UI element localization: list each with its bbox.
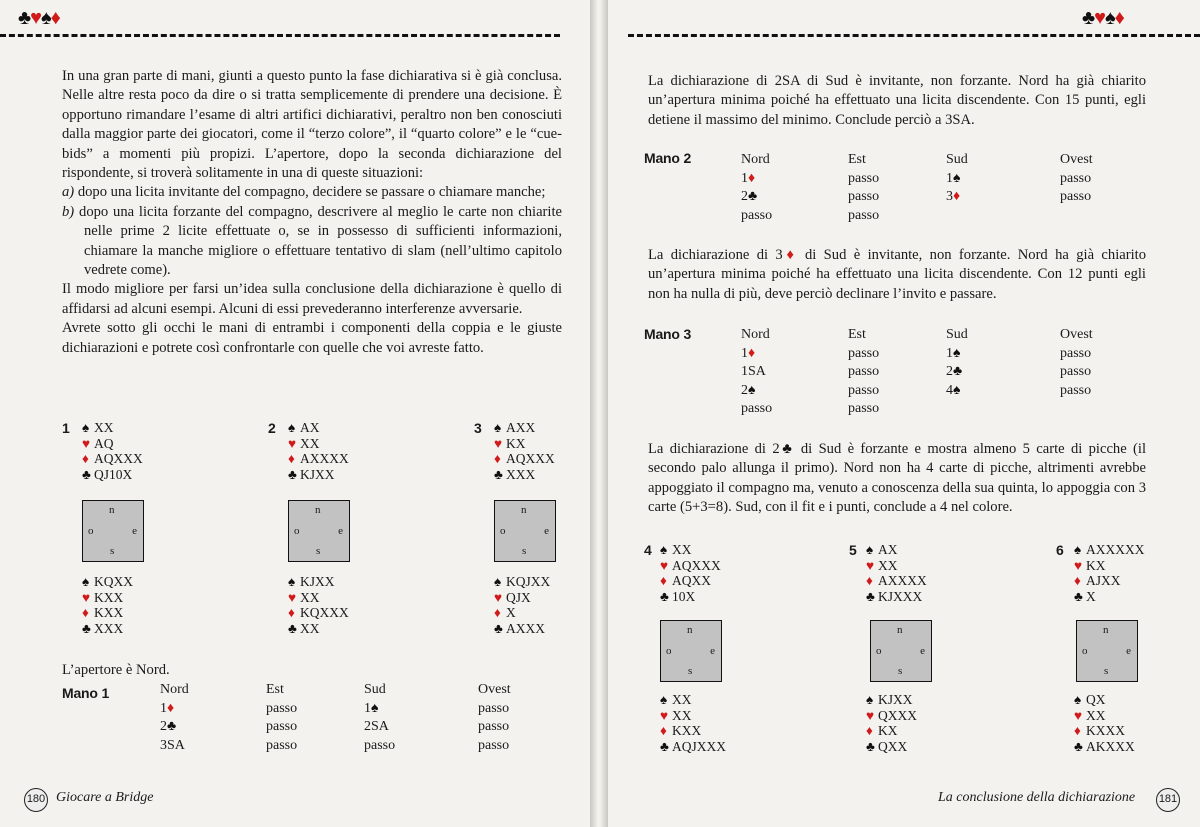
spade-icon: ♠ bbox=[866, 542, 874, 557]
bid-cell bbox=[741, 188, 772, 207]
compass-table bbox=[1076, 620, 1138, 682]
bid-suit-icon: ♣ bbox=[748, 189, 758, 205]
footer-book-title: Giocare a Bridge bbox=[56, 790, 154, 805]
club-cards: X bbox=[1086, 588, 1096, 604]
list-text: dopo una licita invitante del compagno, decidere se passare o chiamare manche; bbox=[77, 184, 546, 201]
west-label: o bbox=[876, 645, 882, 657]
north-label: n bbox=[109, 504, 115, 516]
bid-text: passo bbox=[1060, 189, 1092, 205]
diamond-icon: ♦ bbox=[82, 605, 89, 620]
west-label: o bbox=[666, 645, 672, 657]
east-label: e bbox=[710, 645, 715, 657]
bid-cell bbox=[1060, 382, 1093, 401]
north-label: n bbox=[315, 504, 321, 516]
bid-cell bbox=[946, 207, 968, 226]
north-hand bbox=[82, 420, 143, 482]
bid-cell bbox=[266, 718, 297, 737]
heart-cards: KX bbox=[1086, 557, 1106, 573]
north-hand bbox=[288, 420, 349, 482]
club-cards: XXX bbox=[506, 466, 536, 482]
header-suits-left bbox=[18, 8, 60, 28]
bid-text: passo bbox=[1060, 345, 1092, 361]
club-cards: AXXX bbox=[506, 620, 545, 636]
bid-text: 1 bbox=[946, 345, 953, 361]
bid-cell bbox=[848, 400, 879, 419]
club-cards: KJXX bbox=[300, 466, 335, 482]
south-label: s bbox=[110, 545, 115, 557]
deal-number: 5 bbox=[849, 542, 857, 558]
bidding-column bbox=[741, 151, 772, 225]
west-label: o bbox=[500, 525, 506, 537]
club-icon: ♣ bbox=[866, 738, 875, 754]
bid-cell bbox=[160, 718, 189, 737]
club-cards: QXX bbox=[878, 738, 908, 754]
heart-icon: ♥ bbox=[1074, 557, 1083, 573]
bid-text: 2 bbox=[160, 719, 167, 735]
comparison-paragraph: Avrete sotto gli occhi le mani di entrambi i componenti della coppia e le giuste dichiarazioni e potrete così confrontarle con quelle che voi avreste fatto. bbox=[62, 320, 562, 356]
bidding-header: Est bbox=[848, 327, 866, 342]
bid-suit-icon: ♦ bbox=[167, 700, 175, 716]
heart-cards: XX bbox=[1086, 707, 1106, 723]
bid-text: passo bbox=[848, 382, 880, 398]
bid-text: passo bbox=[741, 401, 773, 417]
spade-icon: ♠ bbox=[288, 574, 296, 589]
mano-1-label: Mano 1 bbox=[62, 685, 110, 701]
heart-cards: KXX bbox=[94, 589, 124, 605]
bidding-column bbox=[741, 326, 772, 419]
deal-number: 6 bbox=[1056, 542, 1064, 558]
heart-icon: ♥ bbox=[82, 589, 91, 605]
diamond-cards: AQXXX bbox=[94, 451, 143, 466]
bidding-header: Sud bbox=[946, 152, 968, 167]
compass-table bbox=[494, 500, 556, 562]
diamond-cards: KXXX bbox=[1086, 723, 1125, 738]
diamond-icon: ♦ bbox=[50, 7, 60, 29]
west-label: o bbox=[294, 525, 300, 537]
spade-cards: AXX bbox=[506, 420, 536, 435]
bid-suit-icon: ♦ bbox=[953, 189, 961, 205]
south-hand bbox=[288, 574, 349, 636]
bidding-header: Ovest bbox=[1060, 327, 1093, 342]
bid-cell bbox=[364, 700, 395, 719]
bid-suit-icon: ♠ bbox=[953, 345, 961, 361]
para-2c bbox=[648, 440, 1146, 518]
east-label: e bbox=[132, 525, 137, 537]
bid-suit-icon: ♣ bbox=[167, 719, 177, 735]
bid-cell bbox=[364, 737, 395, 756]
intro-paragraph: In una gran parte di mani, giunti a questo punto la fase dichiarativa si è già conclusa. Nelle altre resta poco da dire o si tratta semplicemente di prendere una decisione. È opportuno rimandare l’esame di altri artifici dichiarativi, peraltro non ben conosciuti dalla maggior parte dei giocatori, come il “terzo colore”, il “quarto colore” e le “cue-bids” a momenti più propizi. L’apertore, dopo la seconda dichiarazione del rispondente, si troverà solitamente in una di queste situazioni: bbox=[62, 68, 562, 182]
left-page bbox=[0, 0, 590, 827]
bid-cell bbox=[160, 737, 189, 756]
diamond-icon: ♦ bbox=[866, 573, 873, 588]
south-hand bbox=[866, 692, 917, 754]
bid-text: 2 bbox=[741, 382, 748, 398]
club-icon: ♣ bbox=[82, 466, 91, 482]
bidding-header: Nord bbox=[160, 682, 189, 697]
bid-text: 1SA bbox=[741, 364, 766, 380]
heart-cards: XX bbox=[300, 435, 320, 451]
diamond-icon: ♦ bbox=[660, 723, 667, 738]
deal-number: 3 bbox=[474, 420, 482, 436]
south-hand bbox=[660, 692, 726, 754]
north-hand bbox=[660, 542, 721, 604]
diamond-cards: AXXXX bbox=[300, 451, 349, 466]
bidding-header: Nord bbox=[741, 152, 770, 167]
text-part: di Sud è forzante e mostra almeno 5 carte di picche (il secondo palo allunga il primo). Nord non ha 4 carte di picche, altrimenti avrebbe appoggiato il compagno ma, venuto a conoscenza della sua quinta, lo appoggia con 3 carte (5+3=8). Sud, con il fit e i punti, conclude a 4 nel colore. bbox=[648, 441, 1146, 516]
bid-cell bbox=[848, 170, 879, 189]
club-cards: XX bbox=[300, 620, 320, 636]
header-suits-right bbox=[1082, 8, 1124, 28]
bid-cell bbox=[266, 737, 297, 756]
right-page bbox=[608, 0, 1200, 827]
bid-text: passo bbox=[741, 207, 773, 223]
heart-icon: ♥ bbox=[660, 557, 669, 573]
bid-cell bbox=[478, 737, 511, 756]
club-icon: ♣ bbox=[288, 466, 297, 482]
bid-cell bbox=[1060, 188, 1093, 207]
bidding-header: Ovest bbox=[478, 682, 511, 697]
bidding-column bbox=[364, 681, 395, 755]
heart-cards: AQ bbox=[94, 435, 114, 451]
mano-2-label: Mano 2 bbox=[644, 150, 692, 166]
bid-text: passo bbox=[1060, 364, 1092, 380]
spade-icon: ♠ bbox=[288, 420, 296, 435]
bid-suit-icon: ♠ bbox=[953, 382, 961, 398]
bid-cell bbox=[946, 170, 968, 189]
header-divider bbox=[628, 34, 1200, 37]
bid-cell bbox=[848, 363, 879, 382]
club-icon: ♣ bbox=[18, 7, 31, 29]
heart-icon: ♥ bbox=[82, 435, 91, 451]
bid-text: passo bbox=[848, 364, 880, 380]
north-label: n bbox=[687, 624, 693, 636]
diamond-cards: KX bbox=[878, 723, 898, 738]
page-number-left: 180 bbox=[24, 788, 48, 812]
club-cards: 10X bbox=[672, 588, 696, 604]
heart-icon: ♥ bbox=[288, 589, 297, 605]
south-hand bbox=[1074, 692, 1135, 754]
diamond-cards: AQXXX bbox=[506, 451, 555, 466]
west-label: o bbox=[88, 525, 94, 537]
north-label: n bbox=[897, 624, 903, 636]
bidding-header: Est bbox=[266, 682, 284, 697]
bid-cell bbox=[741, 363, 772, 382]
spade-cards: XX bbox=[672, 692, 692, 707]
bid-cell bbox=[946, 188, 968, 207]
diamond-icon: ♦ bbox=[1074, 723, 1081, 738]
bidding-column bbox=[946, 151, 968, 225]
north-label: n bbox=[521, 504, 527, 516]
deal-number: 2 bbox=[268, 420, 276, 436]
para-3d bbox=[648, 246, 1146, 304]
list-item-b bbox=[62, 203, 562, 281]
list-text: dopo una licita forzante del compagno, descrivere al meglio le carte non chiarite nelle prime 2 licite effettuate o, se in possesso di sufficienti informazioni, chiamare la manche migliore o effettuare tentativo di slam (nell’ultimo capitolo vedrete come). bbox=[79, 203, 563, 279]
bid-text: passo bbox=[478, 719, 510, 735]
heart-icon: ♥ bbox=[30, 7, 41, 29]
club-icon: ♣ bbox=[1074, 738, 1083, 754]
text-part: di Sud è invitante, non forzante. Nord ha già chiarito un’apertura minima poiché ha effettuato una licita discendente. Con 12 punti egli non ha nulla di più, deve perciò declinare l’invito e passare. bbox=[648, 247, 1146, 302]
heart-icon: ♥ bbox=[866, 557, 875, 573]
spade-icon: ♠ bbox=[660, 692, 668, 707]
bid-suit-icon: ♠ bbox=[371, 700, 379, 716]
bid-cell bbox=[946, 345, 968, 364]
south-label: s bbox=[522, 545, 527, 557]
spade-icon: ♠ bbox=[41, 7, 51, 29]
bid-text: passo bbox=[848, 189, 880, 205]
bid-text: passo bbox=[478, 700, 510, 716]
bid-cell bbox=[1060, 345, 1093, 364]
diamond-icon: ♦ bbox=[660, 573, 667, 588]
spade-cards: QX bbox=[1086, 692, 1106, 707]
diamond-cards: AJXX bbox=[1086, 573, 1121, 588]
compass-table bbox=[660, 620, 722, 682]
heart-icon: ♥ bbox=[288, 435, 297, 451]
bid-text: 4 bbox=[946, 382, 953, 398]
bid-text: passo bbox=[266, 700, 298, 716]
heart-icon: ♥ bbox=[1094, 7, 1105, 29]
north-hand bbox=[866, 542, 927, 604]
spade-icon: ♠ bbox=[82, 420, 90, 435]
south-label: s bbox=[1104, 665, 1109, 677]
bid-cell bbox=[364, 718, 395, 737]
club-cards: XXX bbox=[94, 620, 124, 636]
east-label: e bbox=[544, 525, 549, 537]
north-label: n bbox=[1103, 624, 1109, 636]
diamond-cards: AQXX bbox=[672, 573, 711, 588]
bid-text: 1 bbox=[741, 170, 748, 186]
diamond-icon: ♦ bbox=[82, 451, 89, 466]
south-hand bbox=[494, 574, 550, 636]
bid-text: passo bbox=[848, 345, 880, 361]
bid-text: 2SA bbox=[364, 719, 389, 735]
diamond-cards: KQXXX bbox=[300, 605, 349, 620]
diamond-icon: ♦ bbox=[782, 247, 798, 263]
diamond-icon: ♦ bbox=[288, 451, 295, 466]
south-label: s bbox=[898, 665, 903, 677]
bid-cell bbox=[478, 700, 511, 719]
bid-cell bbox=[1060, 363, 1093, 382]
east-label: e bbox=[920, 645, 925, 657]
spade-cards: KJXX bbox=[878, 692, 913, 707]
bidding-column bbox=[478, 681, 511, 755]
bid-cell bbox=[741, 170, 772, 189]
list-item-a bbox=[62, 183, 562, 202]
bid-cell bbox=[946, 400, 968, 419]
club-icon: ♣ bbox=[1074, 588, 1083, 604]
spade-icon: ♠ bbox=[494, 420, 502, 435]
bid-text: passo bbox=[848, 170, 880, 186]
heart-cards: XX bbox=[672, 707, 692, 723]
bid-text: 3 bbox=[946, 189, 953, 205]
bid-text: 2 bbox=[741, 189, 748, 205]
heart-cards: QJX bbox=[506, 589, 531, 605]
spade-cards: XX bbox=[94, 420, 114, 435]
list-marker: a) bbox=[62, 184, 75, 201]
south-label: s bbox=[688, 665, 693, 677]
bid-text: 1 bbox=[160, 700, 167, 716]
bid-suit-icon: ♠ bbox=[748, 382, 756, 398]
bid-text: 1 bbox=[741, 345, 748, 361]
spade-cards: XX bbox=[672, 542, 692, 557]
west-label: o bbox=[1082, 645, 1088, 657]
spade-icon: ♠ bbox=[866, 692, 874, 707]
deal-number: 1 bbox=[62, 420, 70, 436]
bid-cell bbox=[1060, 207, 1093, 226]
diamond-icon: ♦ bbox=[1074, 573, 1081, 588]
book-gutter bbox=[590, 0, 608, 827]
bid-cell bbox=[848, 188, 879, 207]
bidding-header: Est bbox=[848, 152, 866, 167]
south-hand bbox=[82, 574, 133, 636]
bid-cell bbox=[848, 382, 879, 401]
spade-cards: KQXX bbox=[94, 574, 133, 589]
diamond-cards: KXX bbox=[672, 723, 702, 738]
heart-cards: XX bbox=[878, 557, 898, 573]
bid-cell bbox=[741, 207, 772, 226]
spade-icon: ♠ bbox=[494, 574, 502, 589]
heart-icon: ♥ bbox=[494, 589, 503, 605]
bid-text: passo bbox=[266, 737, 298, 753]
bidding-header: Ovest bbox=[1060, 152, 1093, 167]
bidding-column bbox=[848, 151, 879, 225]
spade-cards: KQJXX bbox=[506, 574, 551, 589]
south-label: s bbox=[316, 545, 321, 557]
compass-table bbox=[288, 500, 350, 562]
bidding-column bbox=[848, 326, 879, 419]
bid-text: passo bbox=[848, 401, 880, 417]
bid-cell bbox=[160, 700, 189, 719]
east-label: e bbox=[338, 525, 343, 537]
header-divider bbox=[0, 34, 560, 37]
spade-icon: ♠ bbox=[82, 574, 90, 589]
bid-text: 2 bbox=[946, 364, 953, 380]
examples-paragraph: Il modo migliore per farsi un’idea sulla conclusione della dichiarazione è quello di affidarsi ad alcuni esempi. Alcuni di essi prevederanno interferenze avversarie. bbox=[62, 281, 562, 317]
heart-icon: ♥ bbox=[494, 435, 503, 451]
bid-suit-icon: ♣ bbox=[953, 364, 963, 380]
opener-note: L’apertore è Nord. bbox=[62, 662, 170, 678]
heart-cards: QXXX bbox=[878, 707, 917, 723]
bid-cell bbox=[741, 400, 772, 419]
bid-cell bbox=[1060, 170, 1093, 189]
bid-cell bbox=[266, 700, 297, 719]
bid-text: passo bbox=[848, 207, 880, 223]
bid-text: 3SA bbox=[160, 737, 185, 753]
club-cards: KJXXX bbox=[878, 588, 923, 604]
club-icon: ♣ bbox=[660, 588, 669, 604]
intro-text bbox=[62, 67, 562, 358]
mano-3-label: Mano 3 bbox=[644, 326, 692, 342]
club-icon: ♣ bbox=[660, 738, 669, 754]
spade-icon: ♠ bbox=[1074, 542, 1082, 557]
bid-cell bbox=[946, 363, 968, 382]
club-icon: ♣ bbox=[494, 620, 503, 636]
bid-suit-icon: ♦ bbox=[748, 345, 756, 361]
bid-text: passo bbox=[266, 719, 298, 735]
spade-icon: ♠ bbox=[1105, 7, 1115, 29]
bid-text: 1 bbox=[946, 170, 953, 186]
club-icon: ♣ bbox=[82, 620, 91, 636]
bid-cell bbox=[741, 345, 772, 364]
spade-icon: ♠ bbox=[660, 542, 668, 557]
text-part: La dichiarazione di 3 bbox=[648, 247, 783, 263]
bid-cell bbox=[1060, 400, 1093, 419]
heart-cards: XX bbox=[300, 589, 320, 605]
bid-suit-icon: ♦ bbox=[748, 170, 756, 186]
diamond-cards: AXXXX bbox=[878, 573, 927, 588]
east-label: e bbox=[1126, 645, 1131, 657]
bid-text: passo bbox=[478, 737, 510, 753]
north-hand bbox=[1074, 542, 1145, 604]
bid-text: passo bbox=[1060, 170, 1092, 186]
heart-cards: AQXXX bbox=[672, 557, 721, 573]
diamond-icon: ♦ bbox=[288, 605, 295, 620]
compass-table bbox=[870, 620, 932, 682]
club-icon: ♣ bbox=[866, 588, 875, 604]
bidding-header: Nord bbox=[741, 327, 770, 342]
spade-icon: ♠ bbox=[1074, 692, 1082, 707]
compass-table bbox=[82, 500, 144, 562]
bidding-column bbox=[1060, 151, 1093, 225]
spade-cards: AX bbox=[878, 542, 898, 557]
north-hand bbox=[494, 420, 555, 482]
diamond-cards: X bbox=[506, 605, 516, 620]
bid-cell bbox=[741, 382, 772, 401]
page-number-right: 181 bbox=[1156, 788, 1180, 812]
heart-icon: ♥ bbox=[660, 707, 669, 723]
bidding-header: Sud bbox=[364, 682, 386, 697]
club-icon: ♣ bbox=[1082, 7, 1095, 29]
list-marker: b) bbox=[62, 203, 75, 220]
spade-cards: AXXXXX bbox=[1086, 542, 1145, 557]
bid-text: passo bbox=[364, 737, 396, 753]
diamond-icon: ♦ bbox=[1114, 7, 1124, 29]
bidding-column bbox=[160, 681, 189, 755]
spade-cards: AX bbox=[300, 420, 320, 435]
text-part: La dichiarazione di 2 bbox=[648, 441, 780, 457]
diamond-cards: KXX bbox=[94, 605, 124, 620]
club-icon: ♣ bbox=[494, 466, 503, 482]
club-cards: AQJXXX bbox=[672, 738, 726, 754]
heart-cards: KX bbox=[506, 435, 526, 451]
bidding-column bbox=[1060, 326, 1093, 419]
para-2sa: La dichiarazione di 2SA di Sud è invitante, non forzante. Nord ha già chiarito un’apertura minima poiché ha effettuato una licita discendente. Con 15 punti, egli detiene il massimo del minimo. Conclude perciò a 3SA. bbox=[648, 73, 1146, 128]
bid-cell bbox=[848, 207, 879, 226]
bidding-header: Sud bbox=[946, 327, 968, 342]
bid-suit-icon: ♠ bbox=[953, 170, 961, 186]
diamond-icon: ♦ bbox=[494, 605, 501, 620]
club-icon: ♣ bbox=[779, 441, 795, 457]
bid-cell bbox=[946, 382, 968, 401]
bid-text: 1 bbox=[364, 700, 371, 716]
deal-number: 4 bbox=[644, 542, 652, 558]
heart-icon: ♥ bbox=[1074, 707, 1083, 723]
diamond-icon: ♦ bbox=[866, 723, 873, 738]
bid-cell bbox=[478, 718, 511, 737]
bidding-column bbox=[946, 326, 968, 419]
footer-chapter-title: La conclusione della dichiarazione bbox=[938, 790, 1136, 805]
club-cards: AKXXX bbox=[1086, 738, 1135, 754]
club-icon: ♣ bbox=[288, 620, 297, 636]
bidding-column bbox=[266, 681, 297, 755]
bid-cell bbox=[848, 345, 879, 364]
diamond-icon: ♦ bbox=[494, 451, 501, 466]
bid-text: passo bbox=[1060, 382, 1092, 398]
club-cards: QJ10X bbox=[94, 466, 133, 482]
spade-cards: KJXX bbox=[300, 574, 335, 589]
heart-icon: ♥ bbox=[866, 707, 875, 723]
